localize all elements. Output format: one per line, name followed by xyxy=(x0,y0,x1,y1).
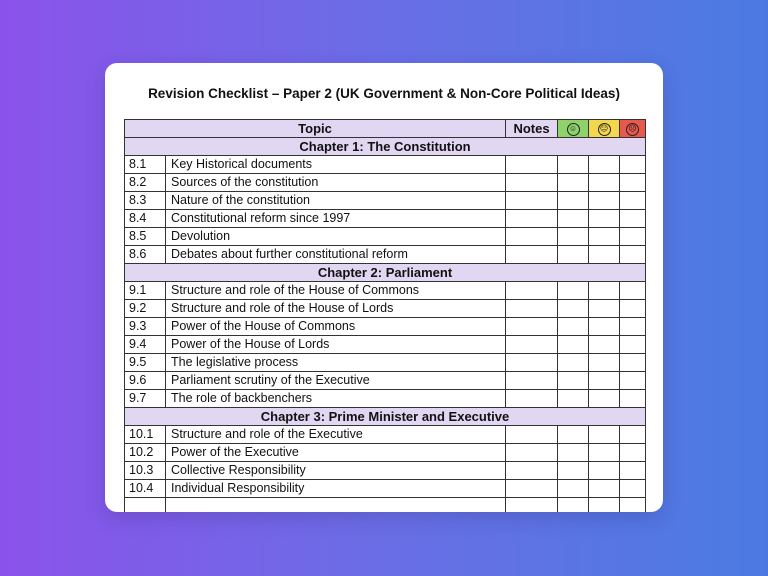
neutral-rating-cell[interactable] xyxy=(589,210,620,228)
chapter-row xyxy=(125,138,646,156)
chapter-heading: Chapter 3: Prime Minister and Executive xyxy=(125,408,646,426)
sad-rating-cell[interactable] xyxy=(620,246,646,264)
topic-label: Structure and role of the Executive xyxy=(166,426,506,444)
chapter-row xyxy=(125,408,646,426)
notes-cell[interactable] xyxy=(506,336,558,354)
happy-rating-cell[interactable] xyxy=(558,336,589,354)
topic-number: 8.3 xyxy=(125,192,166,210)
neutral-rating-cell[interactable] xyxy=(589,336,620,354)
table-row xyxy=(125,444,646,462)
topic-label: Parliament scrutiny of the Executive xyxy=(166,372,506,390)
sad-rating-cell[interactable] xyxy=(620,354,646,372)
notes-cell[interactable] xyxy=(506,480,558,498)
sad-rating-cell[interactable] xyxy=(620,426,646,444)
neutral-rating-cell[interactable] xyxy=(589,300,620,318)
topic-label: Power of the Executive xyxy=(166,444,506,462)
table-row xyxy=(125,480,646,498)
topic-number: 8.1 xyxy=(125,156,166,174)
neutral-rating-cell[interactable] xyxy=(589,282,620,300)
topic-label: Key Historical documents xyxy=(166,156,506,174)
topic-label: Debates about further constitutional reform xyxy=(166,246,506,264)
notes-cell[interactable] xyxy=(506,372,558,390)
table-row xyxy=(125,156,646,174)
neutral-face-header xyxy=(589,120,620,138)
topic-label: Nature of the constitution xyxy=(166,192,506,210)
sad-rating-cell[interactable] xyxy=(620,390,646,408)
notes-cell[interactable] xyxy=(506,498,558,513)
neutral-rating-cell[interactable] xyxy=(589,192,620,210)
neutral-rating-cell[interactable] xyxy=(589,390,620,408)
sad-rating-cell[interactable] xyxy=(620,372,646,390)
happy-rating-cell[interactable] xyxy=(558,498,589,513)
table-row xyxy=(125,246,646,264)
sad-rating-cell[interactable] xyxy=(620,498,646,513)
happy-rating-cell[interactable] xyxy=(558,300,589,318)
table-row xyxy=(125,192,646,210)
sad-rating-cell[interactable] xyxy=(620,336,646,354)
table-row xyxy=(125,210,646,228)
topic-number: 8.2 xyxy=(125,174,166,192)
topic-label: Structure and role of the House of Commons xyxy=(166,282,506,300)
table-row xyxy=(125,390,646,408)
topic-label: Constitutional reform since 1997 xyxy=(166,210,506,228)
table-row xyxy=(125,318,646,336)
happy-rating-cell[interactable] xyxy=(558,390,589,408)
topic-number: 9.6 xyxy=(125,372,166,390)
neutral-rating-cell[interactable] xyxy=(589,462,620,480)
notes-cell[interactable] xyxy=(506,282,558,300)
topic-number: 9.3 xyxy=(125,318,166,336)
notes-cell[interactable] xyxy=(506,174,558,192)
sad-face-icon: ☹ xyxy=(626,123,639,136)
checklist-card xyxy=(105,63,663,512)
sad-rating-cell[interactable] xyxy=(620,174,646,192)
topic-number xyxy=(125,498,166,513)
neutral-rating-cell[interactable] xyxy=(589,354,620,372)
happy-rating-cell[interactable] xyxy=(558,156,589,174)
happy-rating-cell[interactable] xyxy=(558,462,589,480)
sad-rating-cell[interactable] xyxy=(620,480,646,498)
notes-header: Notes xyxy=(506,120,558,138)
topic-label: Sources of the constitution xyxy=(166,174,506,192)
happy-rating-cell[interactable] xyxy=(558,228,589,246)
table-row xyxy=(125,228,646,246)
topic-number: 8.4 xyxy=(125,210,166,228)
topic-number: 9.2 xyxy=(125,300,166,318)
neutral-rating-cell[interactable] xyxy=(589,318,620,336)
happy-rating-cell[interactable] xyxy=(558,282,589,300)
happy-rating-cell[interactable] xyxy=(558,444,589,462)
notes-cell[interactable] xyxy=(506,318,558,336)
topic-number: 9.7 xyxy=(125,390,166,408)
happy-rating-cell[interactable] xyxy=(558,426,589,444)
sad-rating-cell[interactable] xyxy=(620,444,646,462)
table-row xyxy=(125,354,646,372)
happy-rating-cell[interactable] xyxy=(558,354,589,372)
table-row xyxy=(125,498,646,513)
sad-rating-cell[interactable] xyxy=(620,228,646,246)
table-row xyxy=(125,462,646,480)
notes-cell[interactable] xyxy=(506,192,558,210)
topic-number: 10.1 xyxy=(125,426,166,444)
sad-rating-cell[interactable] xyxy=(620,282,646,300)
notes-cell[interactable] xyxy=(506,354,558,372)
sad-rating-cell[interactable] xyxy=(620,318,646,336)
happy-rating-cell[interactable] xyxy=(558,480,589,498)
neutral-rating-cell[interactable] xyxy=(589,174,620,192)
table-row xyxy=(125,372,646,390)
notes-cell[interactable] xyxy=(506,390,558,408)
header-row xyxy=(125,120,646,138)
notes-cell[interactable] xyxy=(506,300,558,318)
neutral-rating-cell[interactable] xyxy=(589,156,620,174)
notes-cell[interactable] xyxy=(506,156,558,174)
chapter-heading: Chapter 2: Parliament xyxy=(125,264,646,282)
happy-rating-cell[interactable] xyxy=(558,174,589,192)
topic-header: Topic xyxy=(125,120,506,138)
topic-number: 10.2 xyxy=(125,444,166,462)
topic-label: The role of backbenchers xyxy=(166,390,506,408)
neutral-rating-cell[interactable] xyxy=(589,480,620,498)
neutral-rating-cell[interactable] xyxy=(589,444,620,462)
table-row xyxy=(125,174,646,192)
sad-rating-cell[interactable] xyxy=(620,462,646,480)
notes-cell[interactable] xyxy=(506,426,558,444)
notes-cell[interactable] xyxy=(506,210,558,228)
topic-label xyxy=(166,498,506,513)
topic-number: 9.1 xyxy=(125,282,166,300)
topic-number: 10.3 xyxy=(125,462,166,480)
neutral-rating-cell[interactable] xyxy=(589,246,620,264)
notes-cell[interactable] xyxy=(506,462,558,480)
page-title: Revision Checklist – Paper 2 (UK Government & Non-Core Political Ideas) xyxy=(148,86,620,101)
topic-label: Devolution xyxy=(166,228,506,246)
sad-rating-cell[interactable] xyxy=(620,210,646,228)
happy-rating-cell[interactable] xyxy=(558,318,589,336)
topic-label: Collective Responsibility xyxy=(166,462,506,480)
sad-rating-cell[interactable] xyxy=(620,156,646,174)
neutral-rating-cell[interactable] xyxy=(589,372,620,390)
happy-rating-cell[interactable] xyxy=(558,246,589,264)
notes-cell[interactable] xyxy=(506,228,558,246)
checklist-body xyxy=(125,138,646,513)
table-row xyxy=(125,426,646,444)
table-row xyxy=(125,300,646,318)
neutral-rating-cell[interactable] xyxy=(589,228,620,246)
neutral-face-icon: 😐 xyxy=(598,123,611,136)
sad-face-header xyxy=(620,120,646,138)
topic-label: Individual Responsibility xyxy=(166,480,506,498)
sad-rating-cell[interactable] xyxy=(620,300,646,318)
topic-label: Power of the House of Commons xyxy=(166,318,506,336)
topic-number: 8.6 xyxy=(125,246,166,264)
chapter-row xyxy=(125,264,646,282)
happy-rating-cell[interactable] xyxy=(558,372,589,390)
happy-rating-cell[interactable] xyxy=(558,210,589,228)
happy-rating-cell[interactable] xyxy=(558,192,589,210)
neutral-rating-cell[interactable] xyxy=(589,426,620,444)
neutral-rating-cell[interactable] xyxy=(589,498,620,513)
happy-face-header xyxy=(558,120,589,138)
topic-label: Structure and role of the House of Lords xyxy=(166,300,506,318)
topic-number: 9.4 xyxy=(125,336,166,354)
notes-cell[interactable] xyxy=(506,444,558,462)
topic-label: Power of the House of Lords xyxy=(166,336,506,354)
topic-label: The legislative process xyxy=(166,354,506,372)
happy-face-icon: ☺ xyxy=(567,123,580,136)
checklist-table xyxy=(124,119,646,512)
chapter-heading: Chapter 1: The Constitution xyxy=(125,138,646,156)
table-row xyxy=(125,282,646,300)
topic-number: 8.5 xyxy=(125,228,166,246)
table-row xyxy=(125,336,646,354)
sad-rating-cell[interactable] xyxy=(620,192,646,210)
topic-number: 10.4 xyxy=(125,480,166,498)
notes-cell[interactable] xyxy=(506,246,558,264)
topic-number: 9.5 xyxy=(125,354,166,372)
